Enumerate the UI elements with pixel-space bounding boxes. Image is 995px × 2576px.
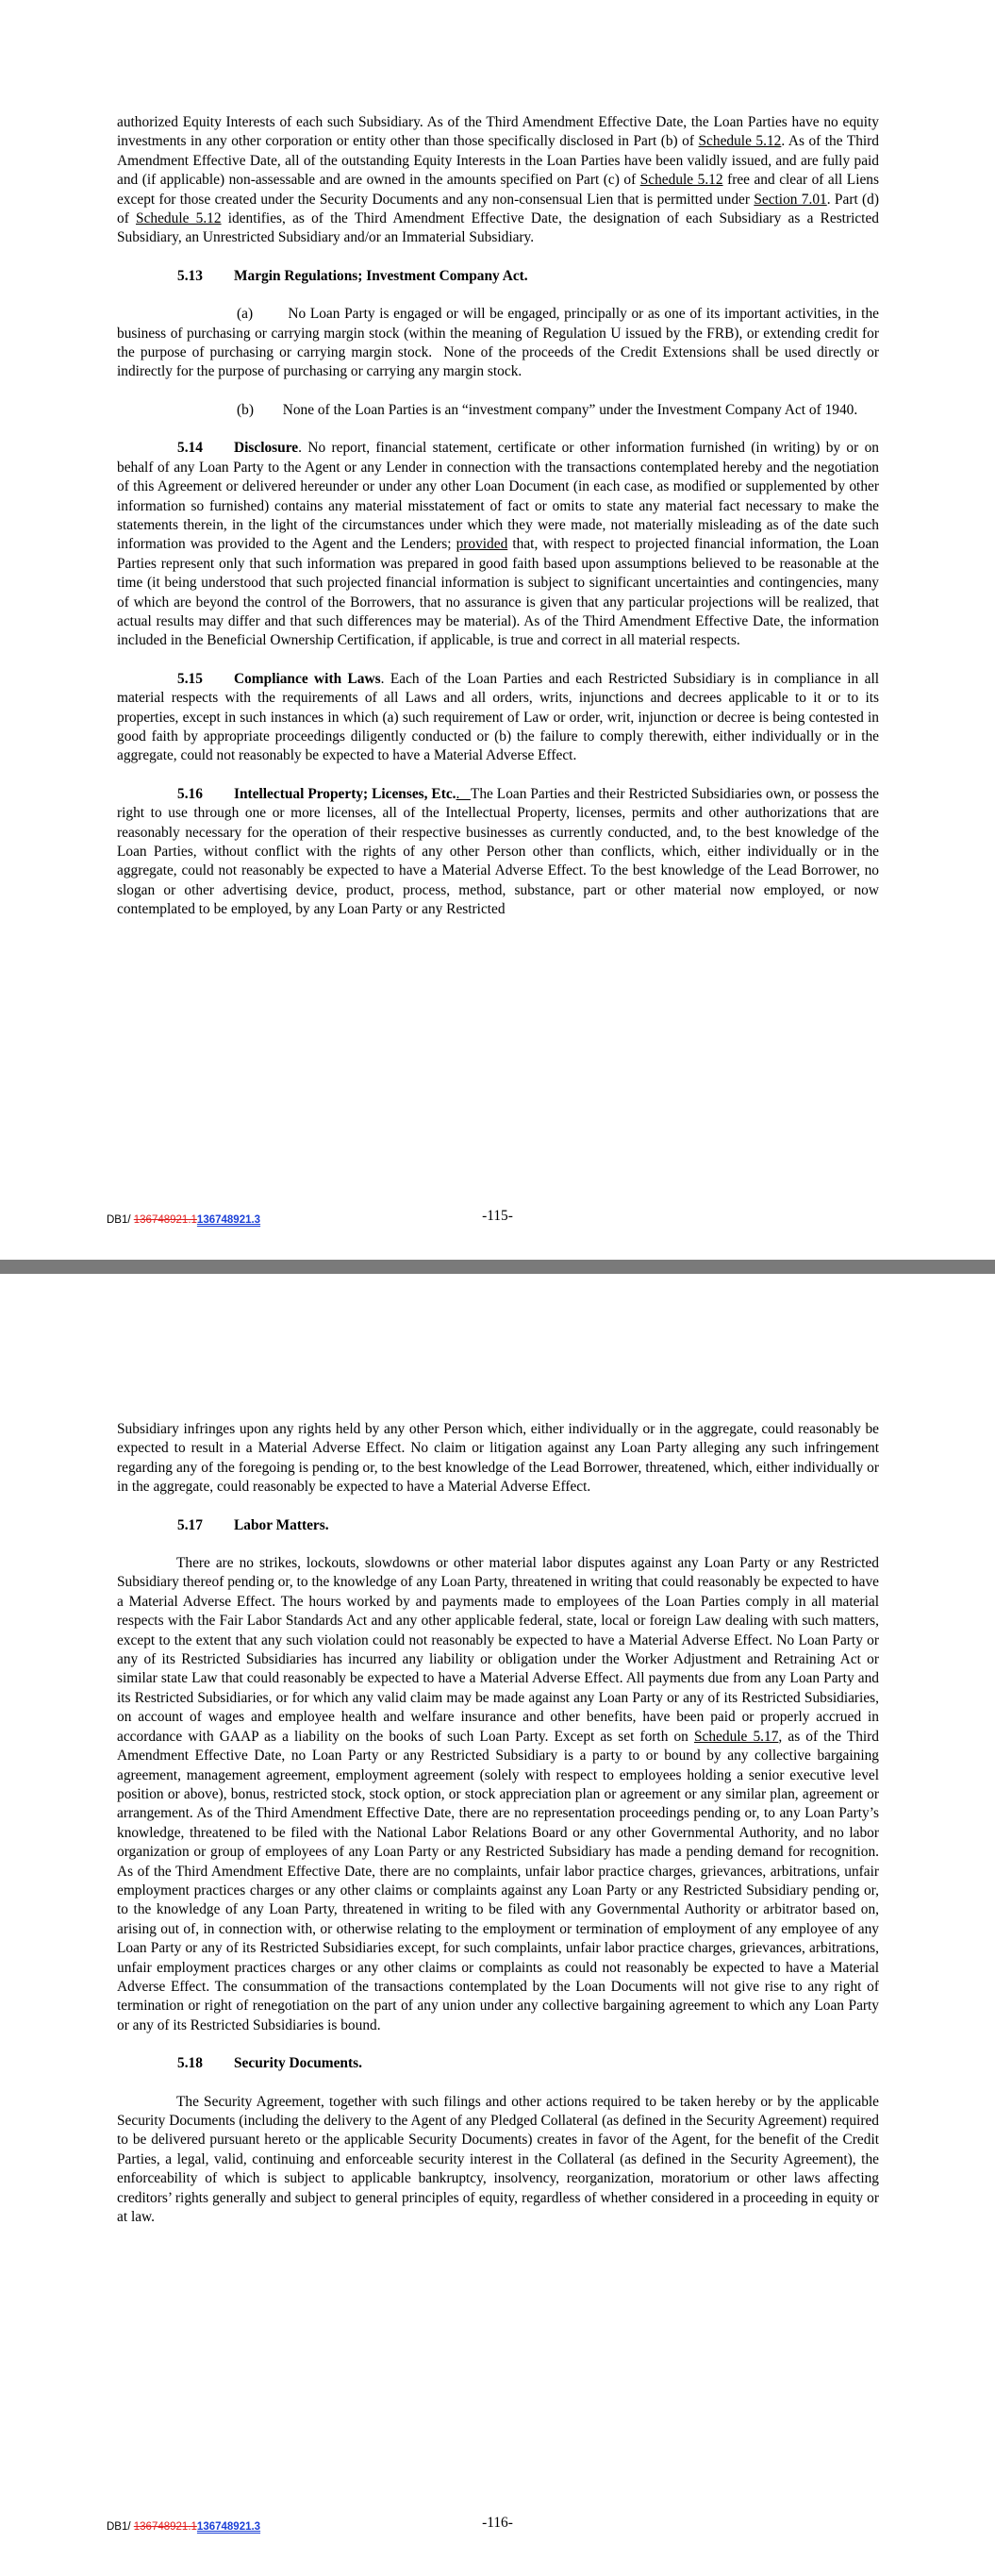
document-page-115 [0, 0, 995, 1260]
schedule-5-17-reference: Schedule 5.17 [693, 1728, 779, 1745]
inserted-document-id: 136748921.3 [196, 1214, 261, 1226]
inserted-document-id: 136748921.3 [196, 2521, 261, 2533]
document-id-footer: DB1/ 136748921.1136748921.3 [107, 1214, 261, 1226]
document-page-116 [0, 1274, 995, 2576]
document-id-footer: DB1/ 136748921.1136748921.3 [107, 2521, 261, 2533]
section-5-15-compliance: 5.15 Compliance with Laws. Each of the Loan Parties and each Restricted Subsidiary is in compliance in all material respects with the requirements of all Laws and all orders, writs, injunctions and decrees applicable to it or to its properties, except in such instances in which (a) such requirement of Law or order, writ, injunction or decree is being contested in good faith by appropriate proceedings diligently conducted or (b) the failure to comply therewith, either individually or in the aggregate, could not reasonably be expected to have a Material Adverse Effect. [117, 670, 880, 764]
inserted-mark: . [456, 785, 471, 802]
clause-5-13-b: (b) None of the Loan Parties is an “investment company” under the Investment Company Act of 1940. [237, 401, 858, 418]
section-heading-5-13: 5.13 Margin Regulations; Investment Company Act. [177, 267, 528, 284]
page-number: -115- [482, 1208, 513, 1224]
provided-term: provided [456, 536, 508, 553]
paragraph-continuation: Subsidiary infringes upon any rights held by any other Person which, either individually or in the aggregate, could reasonably be expected to result in a Material Adverse Effect. No claim or litigation against any Loan Party alleging any such infringement regarding any of the foregoing is pending or, to the best knowledge of the Lead Borrower, threatened, which, either individually or in the aggregate, could reasonably be expected to have a Material Adverse Effect. [117, 1421, 879, 1496]
page-number: -116- [482, 2515, 513, 2531]
section-heading-5-17: 5.17 Labor Matters. [177, 1516, 329, 1533]
schedule-5-12-reference: Schedule 5.12 [639, 172, 723, 189]
deleted-document-id: 136748921.1 [133, 2521, 197, 2533]
schedule-5-12-reference: Schedule 5.12 [136, 210, 222, 227]
clause-5-13-a: (a) No Loan Party is engaged or will be engaged, principally or as one of its important activities, in the business of purchasing or carrying margin stock (within the meaning of Regulation U issued by the FRB), or extending credit for the purpose of purchasing or carrying margin stock. None of the proceeds of the Credit Extensions shall be used directly or indirectly for the purpose of purchasing or carrying any margin stock. [117, 306, 883, 380]
section-heading-5-18: 5.18 Security Documents. [177, 2055, 362, 2072]
schedule-5-12-reference: Schedule 5.12 [698, 133, 782, 150]
section-7-01-reference: Section 7.01 [754, 191, 827, 208]
section-5-18-body: The Security Agreement, together with such filings and other actions required to be taken hereby or by the applicable Security Documents (including the delivery to the Agent of any Pledged Collateral (as defined in the Security Agreement) required to be delivered pursuant hereto or the applicable Security Documents) creates in favor of the Agent, for the benefit of the Credit Parties, a legal, valid, continuing and enforceable security interest in the Collateral (as defined in the Security Agreement), the enforceability of which is subject to applicable bankruptcy, insolvency, reorganization, moratorium or other laws affecting creditors’ rights generally and subject to general principles of equity, regardless of whether considered in a proceeding in equity or at law. [117, 2093, 879, 2226]
section-5-14-disclosure: 5.14 Disclosure. No report, financial statement, certificate or other information furnished (in writing) by or on behalf of any Loan Party to the Agent or any Lender in connection with the transactions contemplated hereby and the negotiation of this Agreement or delivered hereunder or under any other Loan Document (in each case, as modified or supplemented by other information so furnished) contains any material misstatement of fact or omits to state any material fact necessary to make the statements therein, in the light of the circumstances under which they were made, not materially misleading as of the date such information was provided to the Agent and the Lenders; provided that, with respect to projected financial information, the Loan Parties represent only that such information was prepared in good faith based upon assumptions believed to be reasonable at the time (it being understood that such projected financial information is subject to significant uncertainties and contingencies, many of which are beyond the control of the Borrowers, that no assurance is given that any particular projections will be realized, that actual results may differ and that such differences may be material). As of the Third Amendment Effective Date, the information included in the Beneficial Ownership Certification, if applicable, is true and correct in all material respects. [117, 440, 879, 649]
section-5-17-body: There are no strikes, lockouts, slowdowns or other material labor disputes against any Loan Party or any Restricted Subsidiary thereof pending or, to the knowledge of any Loan Party, threatened in writing that could reasonably be expected to have a Material Adverse Effect. The hours worked by and payments made to employees of the Loan Parties comply in all material respects with the Fair Labor Standards Act and any other applicable federal, state, local or foreign Law dealing with such matters, except to the extent that any such violation could not reasonably be expected to have a Material Adverse Effect. No Loan Party or any of its Restricted Subsidiaries has incurred any liability or obligation under the Worker Adjustment and Retraining Act or similar state Law that could reasonably be expected to have a Material Adverse Effect. All payments due from any Loan Party and its Restricted Subsidiaries, or for which any valid claim may be made against any Loan Party or any of its Restricted Subsidiaries, on account of wages and employee health and welfare insurance and other benefits, have been paid or properly accrued in accordance with GAAP as a liability on the books of such Loan Party. Except as set forth on Schedule 5.17, as of the Third Amendment Effective Date, no Loan Party or any Restricted Subsidiary is a party to or bound by any collective bargaining agreement, management agreement, employment agreement (solely with respect to employees holding a senior executive level position or above), bonus, restricted stock, stock option, or stock appreciation plan or agreement or any similar plan, agreement or arrangement. As of the Third Amendment Effective Date, there are no representation proceedings pending or, to any Loan Party’s knowledge, threatened to be filed with the National Labor Relations Board or any other Governmental Authority, and no labor organization or group of employees of any Loan Party or any Restricted Subsidiary has made a pending demand for recognition. As of the Third Amendment Effective Date, there are no complaints, unfair labor practice charges, grievances, arbitrations, unfair employment practices charges or any other claims or complaints against any Loan Party or any Restricted Subsidiary pending or, to the knowledge of any Loan Party, threatened in writing to be filed with any Governmental Authority or arbitrator based on, arising out of, in connection with, or otherwise relating to the employment or termination of employment of any employee of any Loan Party or any of its Restricted Subsidiaries except, for such complaints, unfair labor practice charges, grievances, arbitrations, unfair employment practices charges or any other claims or complaints as could not reasonably be expected to have a Material Adverse Effect. The consummation of the transactions contemplated by the Loan Documents will not give rise to any right of termination or right of renegotiation on the part of any union under any collective bargaining agreement to which any Loan Party or any of its Restricted Subsidiaries is bound. [117, 1555, 879, 2033]
deleted-document-id: 136748921.1 [133, 1214, 197, 1226]
paragraph-continuation: authorized Equity Interests of each such Subsidiary. As of the Third Amendment Effective Date, the Loan Parties have no equity investments in any other corporation or entity other than those specifically disclosed in Part (b) of Schedule 5.12. As of the Third Amendment Effective Date, all of the outstanding Equity Interests in the Loan Parties have been validly issued, and are fully paid and (if applicable) non-assessable and are owned in the amounts specified on Part (c) of Schedule 5.12 free and clear of all Liens except for those created under the Security Documents and any non-consensual Lien that is permitted under Section 7.01. Part (d) of Schedule 5.12 identifies, as of the Third Amendment Effective Date, the designation of each Subsidiary as a Restricted Subsidiary, an Unrestricted Subsidiary and/or an Immaterial Subsidiary. [117, 114, 879, 246]
section-5-16-intellectual-property: 5.16 Intellectual Property; Licenses, Etc.. The Loan Parties and their Restricted Subsidiaries own, or possess the right to use through one or more licenses, all of the Intellectual Property, licenses, permits and other authorizations that are reasonably necessary for the operation of their respective businesses as currently conducted, and, to the best knowledge of the Loan Parties, without conflict with the rights of any other Person other than conflicts, which, either individually or in the aggregate, could not reasonably be expected to have a Material Adverse Effect. To the best knowledge of the Lead Borrower, no slogan or other advertising device, product, process, method, substance, part or other material now employed, or now contemplated to be employed, by any Loan Party or any Restricted [117, 785, 879, 918]
